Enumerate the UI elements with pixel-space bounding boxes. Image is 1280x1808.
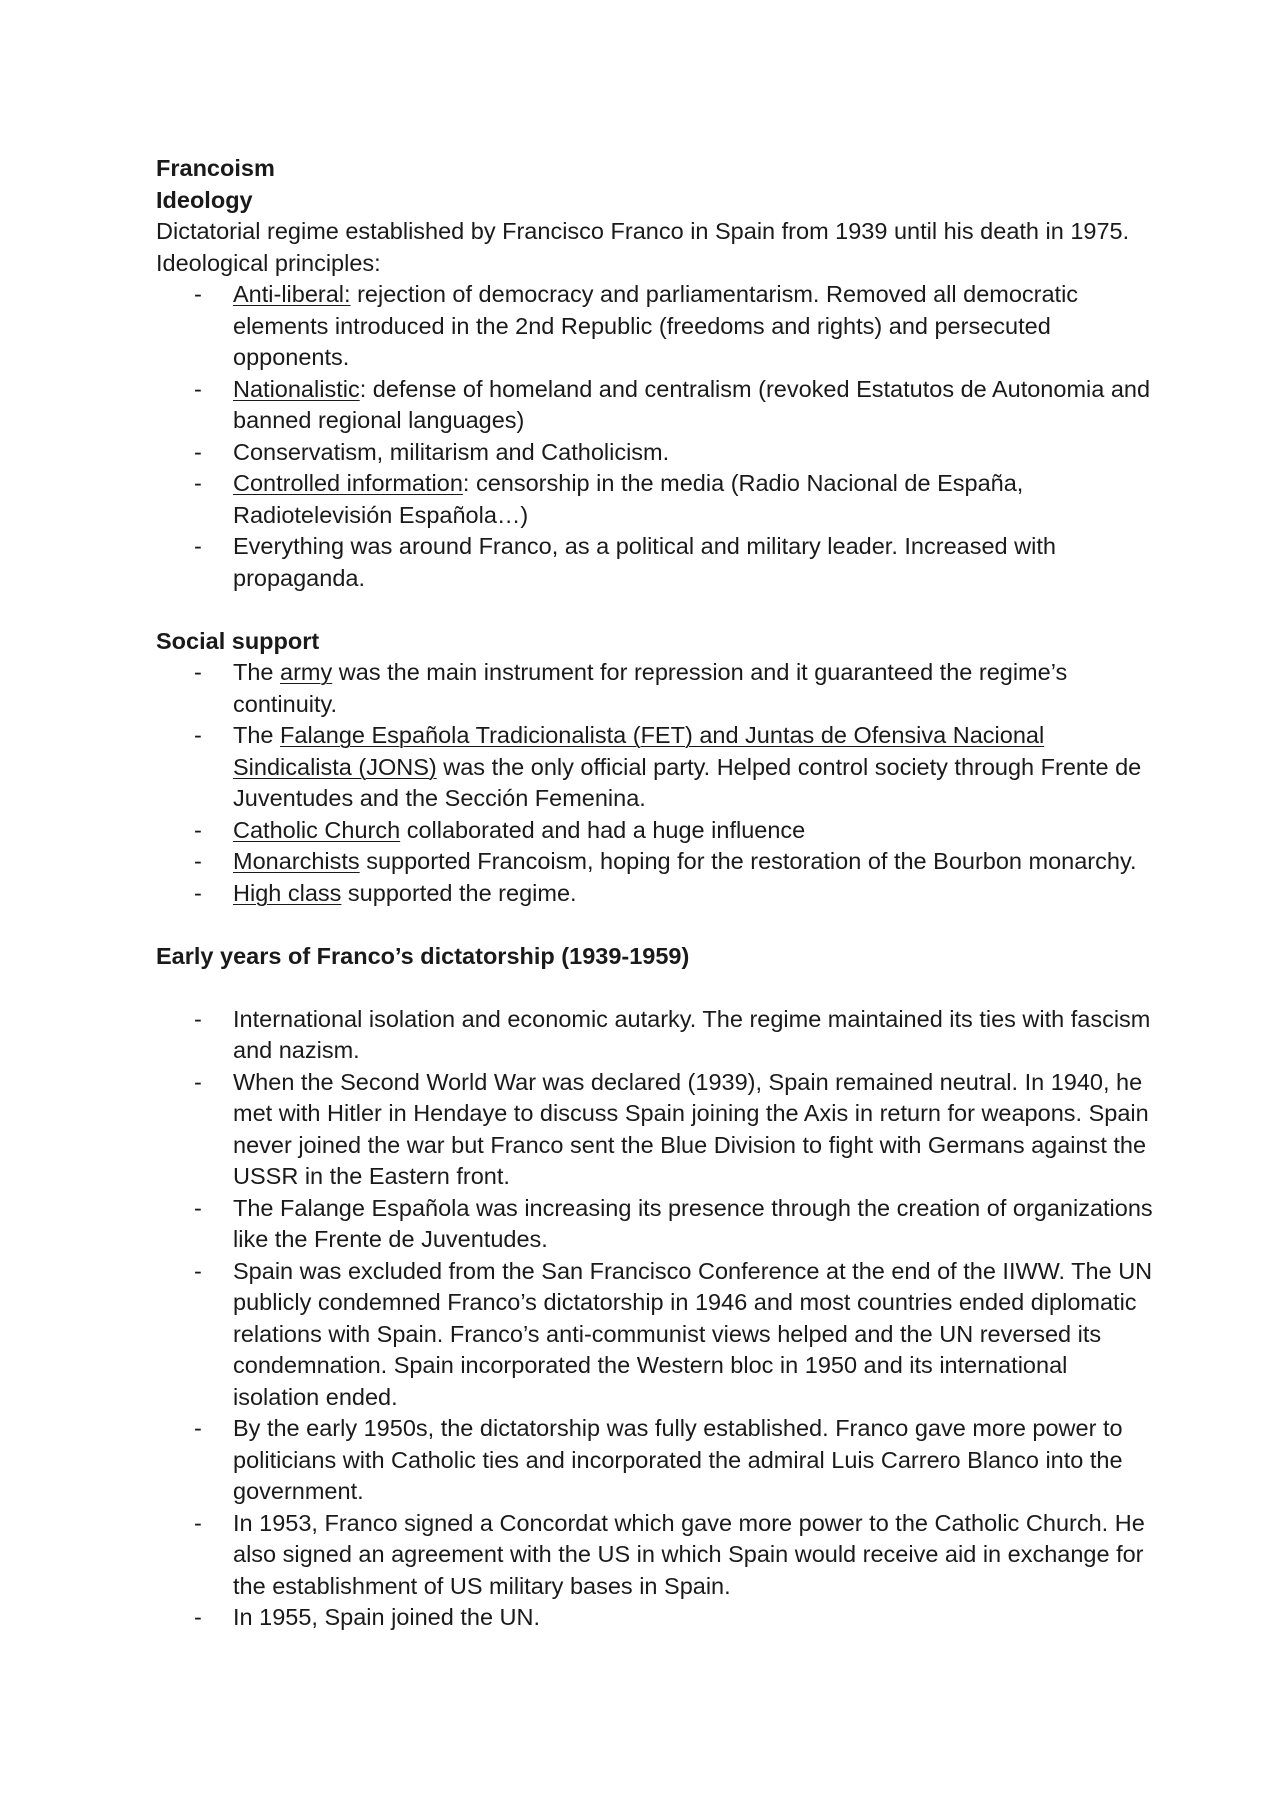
bullet-dash: - <box>194 281 202 307</box>
item-text: was the main instrument for repression and it guaranteed the regime’s continuity. <box>233 659 1068 717</box>
list-item <box>156 878 1160 910</box>
item-text: Conservatism, militarism and Catholicism. <box>233 438 670 465</box>
item-text: rejection of democracy and parliamentarism. Removed all democratic elements introduced in the 2nd Republic (freedoms and rights) and persecuted opponents. <box>233 281 1079 370</box>
section-heading-social-support: Social support <box>156 627 320 654</box>
bullet-dash: - <box>194 1257 202 1284</box>
term-high-class: High class <box>233 879 342 906</box>
bullet-dash: - <box>194 848 202 874</box>
list-item <box>156 720 1160 815</box>
list-item <box>156 1067 1160 1193</box>
term-monarchists: Monarchists <box>233 848 360 874</box>
item-text: : defense of homeland and centralism (revoked Estatutos de Autonomia and banned regional languages) <box>233 375 1151 433</box>
term-controlled-information: Controlled information <box>233 470 463 496</box>
list-item <box>156 1193 1160 1256</box>
list-item <box>156 437 1160 469</box>
item-prefix: The <box>233 722 281 748</box>
item-text: supported Francoism, hoping for the restoration of the Bourbon monarchy. <box>359 848 1137 874</box>
term-falange: Falange Española Tradicionalista (FET) and Juntas de Ofensiva Nacional Sindicalista (JONS) <box>233 722 1045 780</box>
list-item <box>156 1004 1160 1067</box>
bullet-dash: - <box>194 1415 202 1441</box>
spacer <box>156 594 1160 626</box>
term-catholic-church: Catholic Church <box>233 816 401 843</box>
list-item <box>156 846 1160 878</box>
term-anti-liberal: Anti-liberal: <box>233 281 351 307</box>
bullet-dash: - <box>194 533 202 559</box>
list-item <box>156 374 1160 437</box>
list-item <box>156 1413 1160 1508</box>
item-text: supported the regime. <box>341 879 577 906</box>
item-text: In 1953, Franco signed a Concordat which gave more power to the Catholic Church. He also signed an agreement with the US in which Spain would receive aid in exchange for the establishment of US military bases in Spain. <box>233 1509 1145 1599</box>
bullet-dash: - <box>194 1509 202 1536</box>
section-heading-ideology: Ideology <box>156 186 253 213</box>
bullet-dash: - <box>194 722 202 748</box>
item-text: When the Second World War was declared (1939), Spain remained neutral. In 1940, he met with Hitler in Hendaye to discuss Spain joining the Axis in return for weapons. Spain never joined the war but Franco sent the Blue Division to fight with Germans against the USSR in the Eastern front. <box>233 1068 1149 1189</box>
bullet-dash: - <box>194 375 202 402</box>
item-text: Everything was around Franco, as a political and military leader. Increased with propaganda. <box>233 533 1056 591</box>
bullet-dash: - <box>194 1068 202 1095</box>
item-text: was the only official party. Helped control society through Frente de Juventudes and the Sección Femenina. <box>233 753 1142 811</box>
item-text: By the early 1950s, the dictatorship was fully established. Franco gave more power to politicians with Catholic ties and incorporated the admiral Luis Carrero Blanco into the government. <box>233 1415 1123 1504</box>
item-text: Spain was excluded from the San Francisco Conference at the end of the IIWW. The UN publicly condemned Franco’s dictatorship in 1946 and most countries ended diplomatic relations with Spain. Franco’s anti-communist views helped and the UN reversed its condemnation. Spain incorporated the Western bloc in 1950 and its international isolation ended. <box>233 1257 1153 1410</box>
document-title: Francoism <box>156 155 275 181</box>
list-item <box>156 1508 1160 1603</box>
bullet-dash: - <box>194 879 202 906</box>
bullet-dash: - <box>194 438 202 465</box>
bullet-dash: - <box>194 1005 202 1032</box>
section-heading-early-years: Early years of Franco’s dictatorship (1939-1959) <box>156 942 690 969</box>
list-item <box>156 468 1160 531</box>
social-support-list <box>156 657 1160 909</box>
list-item <box>156 815 1160 847</box>
spacer <box>156 972 1160 1004</box>
item-text: In 1955, Spain joined the UN. <box>233 1604 541 1630</box>
bullet-dash: - <box>194 816 202 843</box>
list-item <box>156 531 1160 594</box>
term-army: army <box>280 659 333 685</box>
item-prefix: The <box>233 659 281 685</box>
ideology-list <box>156 279 1160 594</box>
ideology-intro: Dictatorial regime established by Francisco Franco in Spain from 1939 until his death in 1975. Ideological principles: <box>156 218 1130 276</box>
item-text: : censorship in the media (Radio Nacional de España, Radiotelevisión Española…) <box>233 470 1024 528</box>
list-item <box>156 657 1160 720</box>
bullet-dash: - <box>194 1194 202 1221</box>
spacer <box>156 909 1160 941</box>
list-item <box>156 279 1160 374</box>
list-item <box>156 1256 1160 1414</box>
bullet-dash: - <box>194 1604 202 1630</box>
item-text: International isolation and economic autarky. The regime maintained its ties with fascism and nazism. <box>233 1005 1151 1063</box>
term-nationalistic: Nationalistic <box>233 375 360 402</box>
bullet-dash: - <box>194 659 202 685</box>
bullet-dash: - <box>194 470 202 496</box>
list-item <box>156 1602 1160 1634</box>
early-years-list <box>156 1004 1160 1634</box>
item-text: collaborated and had a huge influence <box>400 816 806 843</box>
item-text: The Falange Española was increasing its presence through the creation of organizations like the Frente de Juventudes. <box>233 1194 1153 1252</box>
